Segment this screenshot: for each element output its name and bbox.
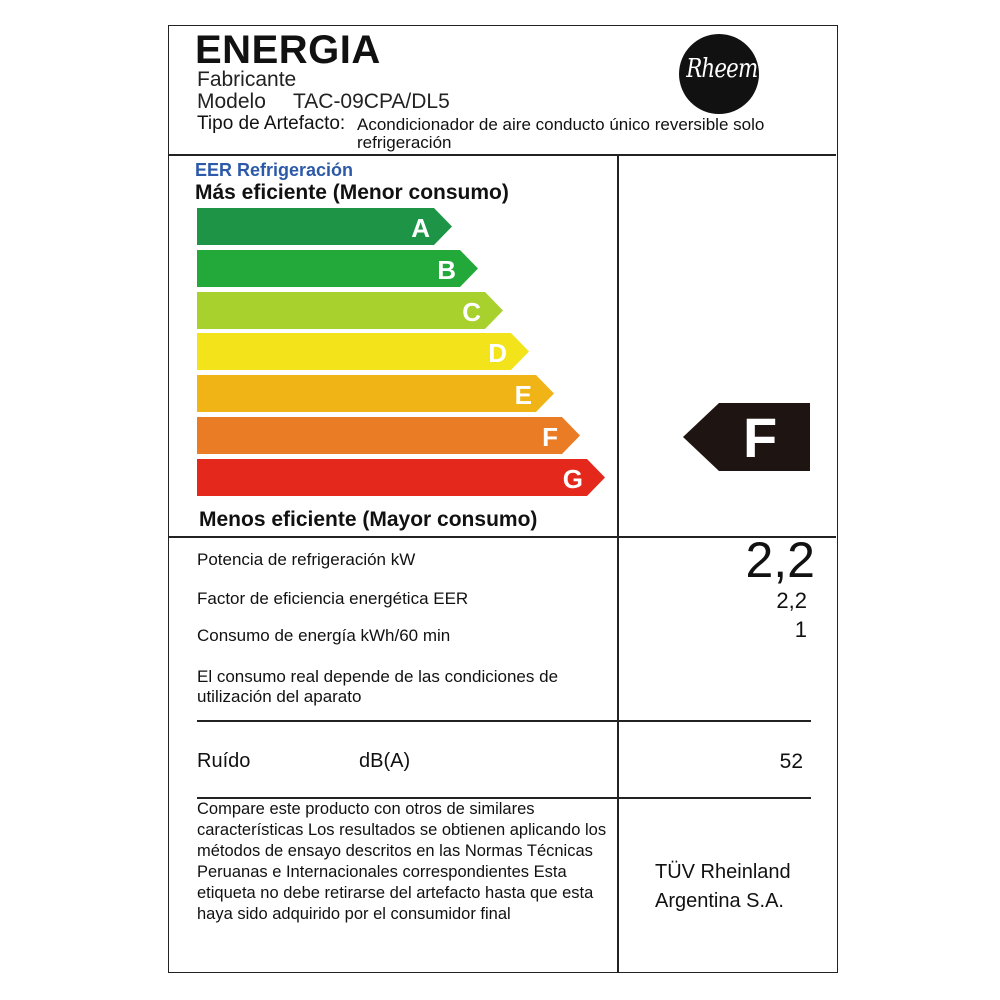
efficiency-bar-d bbox=[197, 333, 529, 370]
efficiency-bar-letter: D bbox=[488, 338, 507, 368]
rating-letter: F bbox=[743, 406, 778, 469]
efficiency-bar-shape bbox=[197, 459, 605, 496]
efficiency-bar-shape bbox=[197, 292, 503, 329]
efficiency-bar-shape bbox=[197, 333, 529, 370]
manufacturer-label: Fabricante bbox=[197, 68, 297, 91]
eer-factor-label: Factor de eficiencia energética EER bbox=[197, 589, 469, 608]
label-title: ENERGIA bbox=[195, 28, 381, 72]
brand-logo bbox=[679, 34, 759, 114]
rating-arrow bbox=[683, 403, 810, 471]
model-value: TAC-09CPA/DL5 bbox=[293, 90, 450, 113]
efficiency-bar-a bbox=[197, 208, 452, 245]
divider-scale bbox=[169, 536, 836, 538]
appliance-type-label: Tipo de Artefacto: bbox=[197, 113, 346, 134]
noise-label: Ruído bbox=[197, 750, 251, 772]
brand-logo-text: Rheem bbox=[686, 54, 758, 84]
less-efficient-label: Menos eficiente (Mayor consumo) bbox=[199, 508, 538, 531]
eer-title: EER Refrigeración bbox=[195, 160, 354, 180]
more-efficient-label: Más eficiente (Menor consumo) bbox=[195, 181, 509, 204]
cooling-power-label: Potencia de refrigeración kW bbox=[197, 550, 416, 569]
efficiency-bar-b bbox=[197, 250, 478, 287]
certification-lab: TÜV Rheinland Argentina S.A. bbox=[655, 861, 791, 912]
noise-unit: dB(A) bbox=[359, 750, 411, 772]
efficiency-bar-e bbox=[197, 375, 554, 412]
model-label: Modelo bbox=[197, 90, 266, 113]
efficiency-bar-shape bbox=[197, 375, 554, 412]
divider-header bbox=[169, 154, 836, 156]
energy-label bbox=[168, 25, 838, 973]
efficiency-bar-letter: F bbox=[542, 422, 558, 452]
efficiency-bar-letter: G bbox=[562, 464, 583, 494]
efficiency-bar-shape bbox=[197, 250, 478, 287]
efficiency-bar-f bbox=[197, 417, 580, 454]
efficiency-bar-letter: C bbox=[462, 297, 481, 327]
cooling-power-value: 2,2 bbox=[745, 532, 815, 588]
consumption-note-line1: El consumo real depende de las condiciones de bbox=[197, 667, 559, 686]
appliance-type-value-line2: refrigeración bbox=[357, 133, 452, 152]
efficiency-bar-g bbox=[197, 459, 605, 496]
efficiency-bar-letter: E bbox=[514, 380, 532, 410]
column-divider bbox=[617, 154, 619, 972]
appliance-type-value-line1: Acondicionador de aire conducto único reversible solo bbox=[357, 115, 765, 134]
efficiency-bar-shape bbox=[197, 417, 580, 454]
energy-consumption-value: 1 bbox=[794, 617, 807, 642]
eer-factor-value: 2,2 bbox=[776, 588, 807, 613]
noise-value: 52 bbox=[779, 750, 803, 773]
efficiency-bar-c bbox=[197, 292, 503, 329]
energy-consumption-label: Consumo de energía kWh/60 min bbox=[197, 626, 451, 645]
consumption-note-line2: utilización del aparato bbox=[197, 687, 362, 706]
divider-specs bbox=[197, 720, 811, 722]
footer-notes: Compare este producto con otros de similares características Los resultados se obtienen aplicando los métodos de ensayo descritos en las Normas Técnicas Peruanas e Internacionales correspondientes Esta etiqueta no debe retirarse del artefacto hasta que esta haya sido adquirido por el consumidor final bbox=[197, 800, 607, 923]
efficiency-bar-letter: A bbox=[411, 213, 430, 243]
efficiency-bar-letter: B bbox=[437, 255, 456, 285]
